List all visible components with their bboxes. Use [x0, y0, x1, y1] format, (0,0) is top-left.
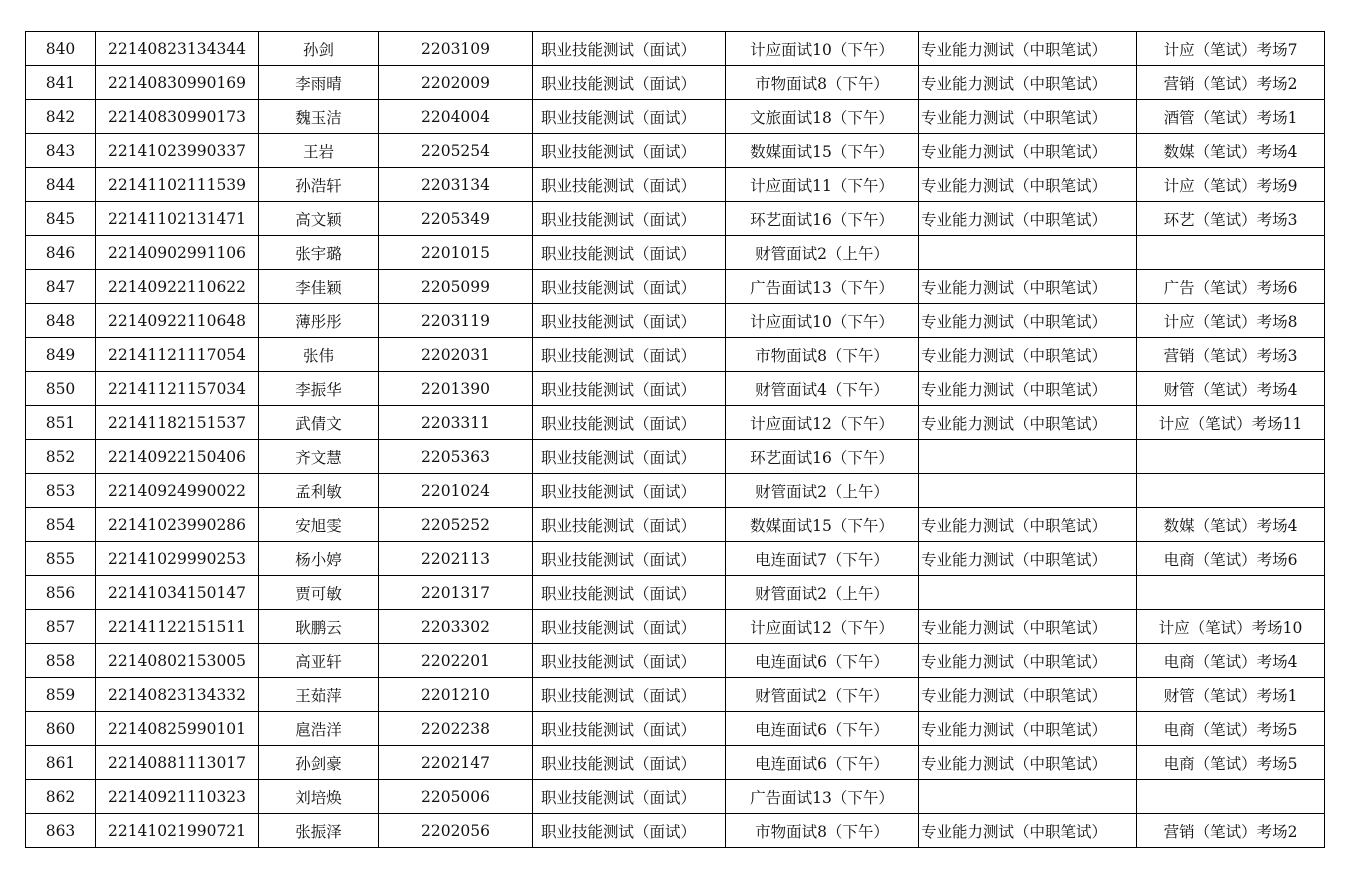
cell-written-room [1137, 440, 1325, 474]
cell-student-name: 李雨晴 [259, 66, 379, 100]
cell-registration-id: 22140830990169 [96, 66, 259, 100]
cell-interview-room: 环艺面试16（下午） [726, 202, 919, 236]
cell-interview-test: 职业技能测试（面试） [533, 406, 726, 440]
cell-interview-test: 职业技能测试（面试） [533, 304, 726, 338]
roster-body [26, 32, 1325, 848]
cell-student-name: 高文颖 [259, 202, 379, 236]
cell-interview-room: 财管面试4（下午） [726, 372, 919, 406]
cell-interview-room: 计应面试10（下午） [726, 304, 919, 338]
table-row [26, 134, 1325, 168]
cell-written-room: 计应（笔试）考场10 [1137, 610, 1325, 644]
table-row [26, 338, 1325, 372]
cell-written-test [919, 576, 1137, 610]
cell-written-room [1137, 576, 1325, 610]
cell-registration-id: 22141102131471 [96, 202, 259, 236]
cell-exam-number: 2201390 [379, 372, 533, 406]
cell-registration-id: 22141102111539 [96, 168, 259, 202]
table-row [26, 270, 1325, 304]
cell-student-name: 孙剑 [259, 32, 379, 66]
cell-row-number: 858 [26, 644, 96, 678]
cell-written-test: 专业能力测试（中职笔试） [919, 168, 1137, 202]
cell-registration-id: 22140922110622 [96, 270, 259, 304]
table-row [26, 100, 1325, 134]
table-row [26, 508, 1325, 542]
table-row [26, 610, 1325, 644]
table-row [26, 236, 1325, 270]
cell-written-room: 财管（笔试）考场4 [1137, 372, 1325, 406]
cell-written-room: 电商（笔试）考场5 [1137, 712, 1325, 746]
cell-written-room: 营销（笔试）考场2 [1137, 814, 1325, 848]
cell-exam-number: 2201317 [379, 576, 533, 610]
cell-exam-number: 2202031 [379, 338, 533, 372]
cell-exam-number: 2205254 [379, 134, 533, 168]
cell-student-name: 张振泽 [259, 814, 379, 848]
cell-interview-test: 职业技能测试（面试） [533, 712, 726, 746]
cell-row-number: 852 [26, 440, 96, 474]
cell-row-number: 840 [26, 32, 96, 66]
cell-registration-id: 22140921110323 [96, 780, 259, 814]
cell-written-test: 专业能力测试（中职笔试） [919, 134, 1137, 168]
cell-student-name: 孟利敏 [259, 474, 379, 508]
cell-registration-id: 22141121117054 [96, 338, 259, 372]
table-row [26, 32, 1325, 66]
cell-registration-id: 22141122151511 [96, 610, 259, 644]
cell-student-name: 扈浩洋 [259, 712, 379, 746]
cell-interview-room: 数媒面试15（下午） [726, 508, 919, 542]
cell-student-name: 刘培焕 [259, 780, 379, 814]
cell-row-number: 851 [26, 406, 96, 440]
cell-student-name: 贾可敏 [259, 576, 379, 610]
cell-row-number: 859 [26, 678, 96, 712]
cell-interview-test: 职业技能测试（面试） [533, 474, 726, 508]
cell-row-number: 842 [26, 100, 96, 134]
cell-registration-id: 22140823134332 [96, 678, 259, 712]
cell-written-room: 广告（笔试）考场6 [1137, 270, 1325, 304]
cell-written-room: 财管（笔试）考场1 [1137, 678, 1325, 712]
cell-interview-room: 财管面试2（上午） [726, 576, 919, 610]
cell-written-test: 专业能力测试（中职笔试） [919, 644, 1137, 678]
cell-written-test: 专业能力测试（中职笔试） [919, 610, 1137, 644]
cell-interview-test: 职业技能测试（面试） [533, 644, 726, 678]
cell-row-number: 848 [26, 304, 96, 338]
cell-written-room [1137, 780, 1325, 814]
cell-student-name: 安旭雯 [259, 508, 379, 542]
cell-interview-room: 电连面试6（下午） [726, 644, 919, 678]
cell-student-name: 高亚轩 [259, 644, 379, 678]
table-row [26, 576, 1325, 610]
cell-interview-room: 电连面试6（下午） [726, 746, 919, 780]
cell-row-number: 853 [26, 474, 96, 508]
cell-exam-number: 2202056 [379, 814, 533, 848]
cell-student-name: 李佳颖 [259, 270, 379, 304]
cell-exam-number: 2204004 [379, 100, 533, 134]
cell-exam-number: 2202113 [379, 542, 533, 576]
table-row [26, 678, 1325, 712]
cell-written-test [919, 780, 1137, 814]
cell-student-name: 薄彤彤 [259, 304, 379, 338]
table-row [26, 712, 1325, 746]
cell-written-room: 计应（笔试）考场9 [1137, 168, 1325, 202]
cell-written-test: 专业能力测试（中职笔试） [919, 304, 1137, 338]
table-row [26, 780, 1325, 814]
cell-row-number: 841 [26, 66, 96, 100]
cell-registration-id: 22140924990022 [96, 474, 259, 508]
cell-student-name: 张宇璐 [259, 236, 379, 270]
cell-row-number: 855 [26, 542, 96, 576]
cell-student-name: 武倩文 [259, 406, 379, 440]
cell-interview-test: 职业技能测试（面试） [533, 542, 726, 576]
cell-interview-room: 计应面试12（下午） [726, 610, 919, 644]
cell-written-room [1137, 474, 1325, 508]
cell-interview-test: 职业技能测试（面试） [533, 270, 726, 304]
cell-written-room: 数媒（笔试）考场4 [1137, 134, 1325, 168]
cell-interview-room: 广告面试13（下午） [726, 780, 919, 814]
cell-written-test: 专业能力测试（中职笔试） [919, 406, 1137, 440]
cell-interview-test: 职业技能测试（面试） [533, 576, 726, 610]
cell-exam-number: 2205363 [379, 440, 533, 474]
table-row [26, 304, 1325, 338]
cell-exam-number: 2205349 [379, 202, 533, 236]
cell-written-test [919, 440, 1137, 474]
cell-interview-room: 数媒面试15（下午） [726, 134, 919, 168]
cell-interview-room: 电连面试6（下午） [726, 712, 919, 746]
cell-written-test: 专业能力测试（中职笔试） [919, 814, 1137, 848]
cell-student-name: 李振华 [259, 372, 379, 406]
cell-written-room: 营销（笔试）考场3 [1137, 338, 1325, 372]
exam-roster-table [25, 31, 1325, 848]
cell-interview-test: 职业技能测试（面试） [533, 440, 726, 474]
cell-row-number: 843 [26, 134, 96, 168]
cell-interview-room: 环艺面试16（下午） [726, 440, 919, 474]
cell-written-test: 专业能力测试（中职笔试） [919, 746, 1137, 780]
table-row [26, 440, 1325, 474]
cell-exam-number: 2203302 [379, 610, 533, 644]
cell-interview-room: 市物面试8（下午） [726, 66, 919, 100]
cell-student-name: 王岩 [259, 134, 379, 168]
table-row [26, 644, 1325, 678]
cell-student-name: 孙浩轩 [259, 168, 379, 202]
cell-interview-test: 职业技能测试（面试） [533, 372, 726, 406]
cell-written-test: 专业能力测试（中职笔试） [919, 202, 1137, 236]
cell-interview-room: 计应面试10（下午） [726, 32, 919, 66]
cell-interview-test: 职业技能测试（面试） [533, 32, 726, 66]
cell-student-name: 杨小婷 [259, 542, 379, 576]
table-row [26, 202, 1325, 236]
cell-interview-room: 市物面试8（下午） [726, 814, 919, 848]
cell-exam-number: 2203109 [379, 32, 533, 66]
table-row [26, 814, 1325, 848]
cell-interview-test: 职业技能测试（面试） [533, 202, 726, 236]
cell-written-test: 专业能力测试（中职笔试） [919, 338, 1137, 372]
cell-written-test: 专业能力测试（中职笔试） [919, 712, 1137, 746]
cell-interview-room: 市物面试8（下午） [726, 338, 919, 372]
cell-registration-id: 22141021990721 [96, 814, 259, 848]
table-row [26, 406, 1325, 440]
cell-student-name: 耿鹏云 [259, 610, 379, 644]
cell-registration-id: 22140881113017 [96, 746, 259, 780]
cell-registration-id: 22141182151537 [96, 406, 259, 440]
cell-written-room: 电商（笔试）考场6 [1137, 542, 1325, 576]
cell-row-number: 856 [26, 576, 96, 610]
cell-written-test [919, 474, 1137, 508]
cell-written-test: 专业能力测试（中职笔试） [919, 32, 1137, 66]
cell-written-room: 电商（笔试）考场4 [1137, 644, 1325, 678]
cell-row-number: 863 [26, 814, 96, 848]
cell-interview-test: 职业技能测试（面试） [533, 780, 726, 814]
cell-written-room [1137, 236, 1325, 270]
cell-row-number: 861 [26, 746, 96, 780]
cell-registration-id: 22140830990173 [96, 100, 259, 134]
cell-interview-test: 职业技能测试（面试） [533, 236, 726, 270]
cell-interview-test: 职业技能测试（面试） [533, 746, 726, 780]
cell-interview-test: 职业技能测试（面试） [533, 100, 726, 134]
cell-written-room: 酒管（笔试）考场1 [1137, 100, 1325, 134]
cell-written-test [919, 236, 1137, 270]
table-row [26, 542, 1325, 576]
cell-registration-id: 22140802153005 [96, 644, 259, 678]
table-row [26, 746, 1325, 780]
cell-interview-room: 财管面试2（上午） [726, 474, 919, 508]
cell-row-number: 850 [26, 372, 96, 406]
cell-written-room: 营销（笔试）考场2 [1137, 66, 1325, 100]
cell-exam-number: 2203134 [379, 168, 533, 202]
table-row [26, 66, 1325, 100]
cell-exam-number: 2205252 [379, 508, 533, 542]
cell-written-room: 计应（笔试）考场8 [1137, 304, 1325, 338]
cell-written-test: 专业能力测试（中职笔试） [919, 270, 1137, 304]
cell-interview-test: 职业技能测试（面试） [533, 678, 726, 712]
cell-exam-number: 2201210 [379, 678, 533, 712]
cell-written-room: 数媒（笔试）考场4 [1137, 508, 1325, 542]
table-row [26, 474, 1325, 508]
cell-exam-number: 2205099 [379, 270, 533, 304]
cell-row-number: 845 [26, 202, 96, 236]
cell-exam-number: 2202201 [379, 644, 533, 678]
cell-interview-test: 职业技能测试（面试） [533, 338, 726, 372]
cell-registration-id: 22141023990286 [96, 508, 259, 542]
cell-written-test: 专业能力测试（中职笔试） [919, 66, 1137, 100]
cell-row-number: 857 [26, 610, 96, 644]
cell-written-room: 计应（笔试）考场7 [1137, 32, 1325, 66]
cell-student-name: 王茹萍 [259, 678, 379, 712]
cell-interview-room: 财管面试2（上午） [726, 236, 919, 270]
cell-row-number: 854 [26, 508, 96, 542]
cell-registration-id: 22141034150147 [96, 576, 259, 610]
cell-interview-test: 职业技能测试（面试） [533, 508, 726, 542]
cell-interview-test: 职业技能测试（面试） [533, 610, 726, 644]
cell-registration-id: 22140922150406 [96, 440, 259, 474]
cell-student-name: 张伟 [259, 338, 379, 372]
cell-interview-room: 计应面试11（下午） [726, 168, 919, 202]
cell-exam-number: 2203311 [379, 406, 533, 440]
cell-registration-id: 22140825990101 [96, 712, 259, 746]
cell-interview-room: 电连面试7（下午） [726, 542, 919, 576]
cell-registration-id: 22140902991106 [96, 236, 259, 270]
cell-row-number: 847 [26, 270, 96, 304]
exam-roster-sheet [25, 31, 1325, 848]
cell-row-number: 860 [26, 712, 96, 746]
cell-student-name: 孙剑豪 [259, 746, 379, 780]
cell-registration-id: 22141029990253 [96, 542, 259, 576]
cell-interview-room: 财管面试2（下午） [726, 678, 919, 712]
cell-written-test: 专业能力测试（中职笔试） [919, 100, 1137, 134]
cell-row-number: 849 [26, 338, 96, 372]
cell-written-room: 环艺（笔试）考场3 [1137, 202, 1325, 236]
cell-registration-id: 22141121157034 [96, 372, 259, 406]
cell-exam-number: 2202238 [379, 712, 533, 746]
cell-written-room: 电商（笔试）考场5 [1137, 746, 1325, 780]
cell-row-number: 862 [26, 780, 96, 814]
cell-registration-id: 22140823134344 [96, 32, 259, 66]
cell-exam-number: 2203119 [379, 304, 533, 338]
cell-exam-number: 2205006 [379, 780, 533, 814]
cell-registration-id: 22140922110648 [96, 304, 259, 338]
cell-written-test: 专业能力测试（中职笔试） [919, 508, 1137, 542]
cell-student-name: 魏玉洁 [259, 100, 379, 134]
cell-interview-room: 文旅面试18（下午） [726, 100, 919, 134]
table-row [26, 372, 1325, 406]
cell-interview-test: 职业技能测试（面试） [533, 814, 726, 848]
cell-interview-test: 职业技能测试（面试） [533, 168, 726, 202]
table-row [26, 168, 1325, 202]
cell-registration-id: 22141023990337 [96, 134, 259, 168]
cell-exam-number: 2201015 [379, 236, 533, 270]
cell-interview-test: 职业技能测试（面试） [533, 66, 726, 100]
cell-row-number: 844 [26, 168, 96, 202]
cell-exam-number: 2202009 [379, 66, 533, 100]
cell-row-number: 846 [26, 236, 96, 270]
cell-written-room: 计应（笔试）考场11 [1137, 406, 1325, 440]
cell-interview-room: 计应面试12（下午） [726, 406, 919, 440]
cell-exam-number: 2201024 [379, 474, 533, 508]
cell-written-test: 专业能力测试（中职笔试） [919, 542, 1137, 576]
cell-written-test: 专业能力测试（中职笔试） [919, 372, 1137, 406]
cell-interview-room: 广告面试13（下午） [726, 270, 919, 304]
cell-interview-test: 职业技能测试（面试） [533, 134, 726, 168]
cell-exam-number: 2202147 [379, 746, 533, 780]
cell-written-test: 专业能力测试（中职笔试） [919, 678, 1137, 712]
cell-student-name: 齐文慧 [259, 440, 379, 474]
